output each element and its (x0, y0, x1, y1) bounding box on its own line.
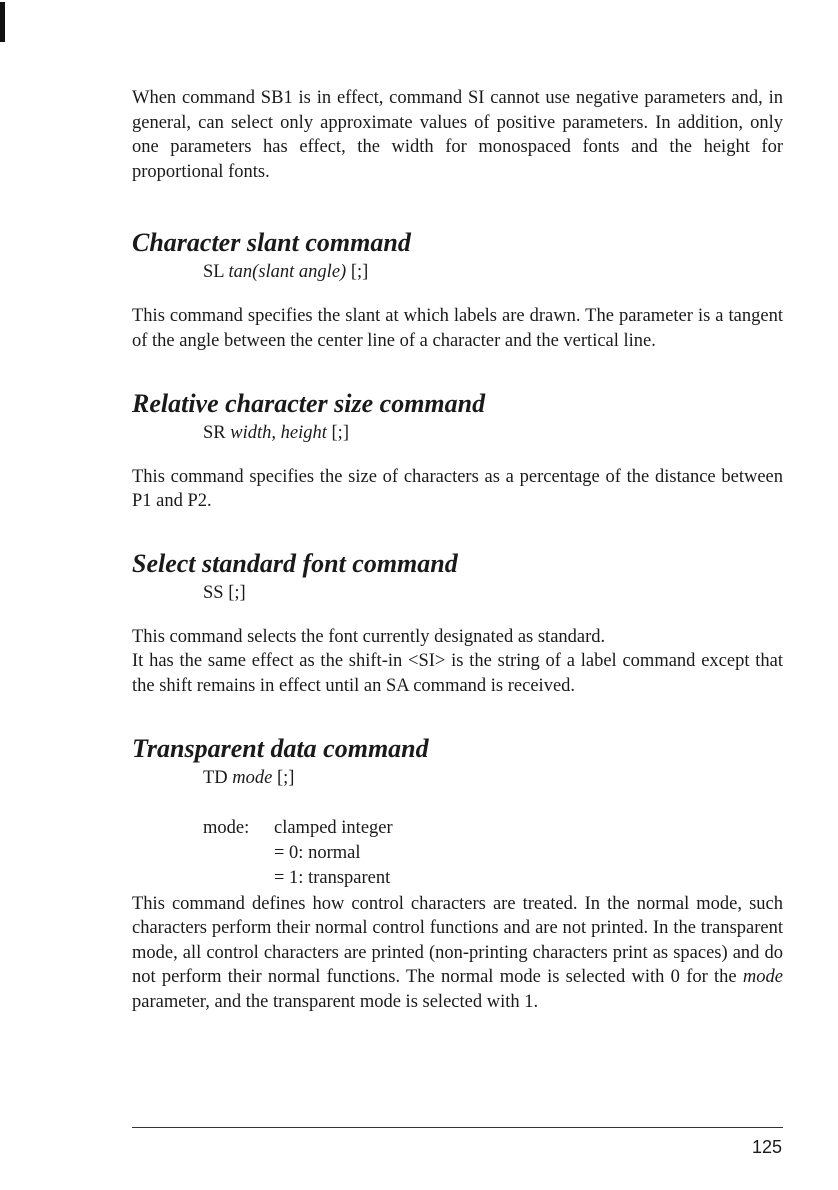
section-transparent-data (132, 733, 783, 1015)
mode-option-transparent: = 1: transparent (274, 867, 391, 888)
mode-label: mode: (203, 817, 250, 838)
command-argument: tan(slant angle) (228, 262, 347, 283)
section-character-slant (132, 227, 783, 353)
command-syntax (203, 581, 783, 605)
footer-rule (132, 1127, 783, 1128)
section-standard-font (132, 548, 783, 699)
section-title: Transparent data command (132, 733, 429, 763)
command-terminator: [;] (331, 422, 349, 443)
command-mnemonic: TD (203, 767, 228, 788)
command-syntax (203, 421, 783, 445)
mode-option-normal: = 0: normal (274, 842, 361, 863)
mode-parameter-list (203, 816, 783, 891)
intro-paragraph: When command SB1 is in effect, command SI cannot use negative parameters and, in general, can select only approximate values of positive parameters. In addition, only one parameters has effect, the width for monospaced fonts and the height for proportional fonts. (132, 88, 783, 182)
command-syntax (203, 260, 783, 284)
command-terminator: [;] (277, 767, 295, 788)
section-description: This command specifies the slant at which labels are drawn. The parameter is a tangent of the angle between the center line of a character and the vertical line. (132, 306, 783, 351)
section-title: Relative character size command (132, 388, 486, 418)
section-description: This command selects the font currently designated as standard. (132, 626, 606, 647)
command-terminator: [;] (350, 262, 369, 283)
section-title: Character slant command (132, 228, 411, 258)
command-argument: width, height (230, 422, 327, 443)
command-terminator: [;] (228, 582, 246, 603)
description-text-b: parameter, and the transparent mode is selected with 1. (132, 991, 539, 1012)
command-mnemonic: SR (203, 422, 226, 443)
mode-type-row (203, 816, 783, 841)
page-number: 125 (751, 1137, 782, 1157)
page-content (132, 86, 783, 1049)
description-italic-term: mode (742, 967, 783, 988)
description-text-a: This command defines how control characters are treated. In the normal mode, such characters perform their normal control functions and are not printed. In the transparent mode, all control characters are printed (non-printing characters print as spaces) and do not perform their normal functions. The normal mode is selected with 0 for the (132, 893, 783, 988)
section-description: This command specifies the size of characters as a percentage of the distance between P1 and P2. (132, 466, 783, 512)
section-description-cont: It has the same effect as the shift-in <SI> is the string of a label command except that the shift remains in effect until an SA command is received. (132, 651, 783, 696)
command-mnemonic: SL (203, 262, 224, 283)
scan-edge-mark (0, 2, 5, 42)
mode-type: clamped integer (274, 817, 393, 838)
command-argument: mode (232, 767, 273, 788)
section-description (132, 892, 783, 1015)
command-mnemonic: SS (203, 582, 224, 603)
command-syntax (203, 766, 783, 790)
section-title: Select standard font command (132, 548, 458, 578)
section-relative-size (132, 388, 783, 514)
